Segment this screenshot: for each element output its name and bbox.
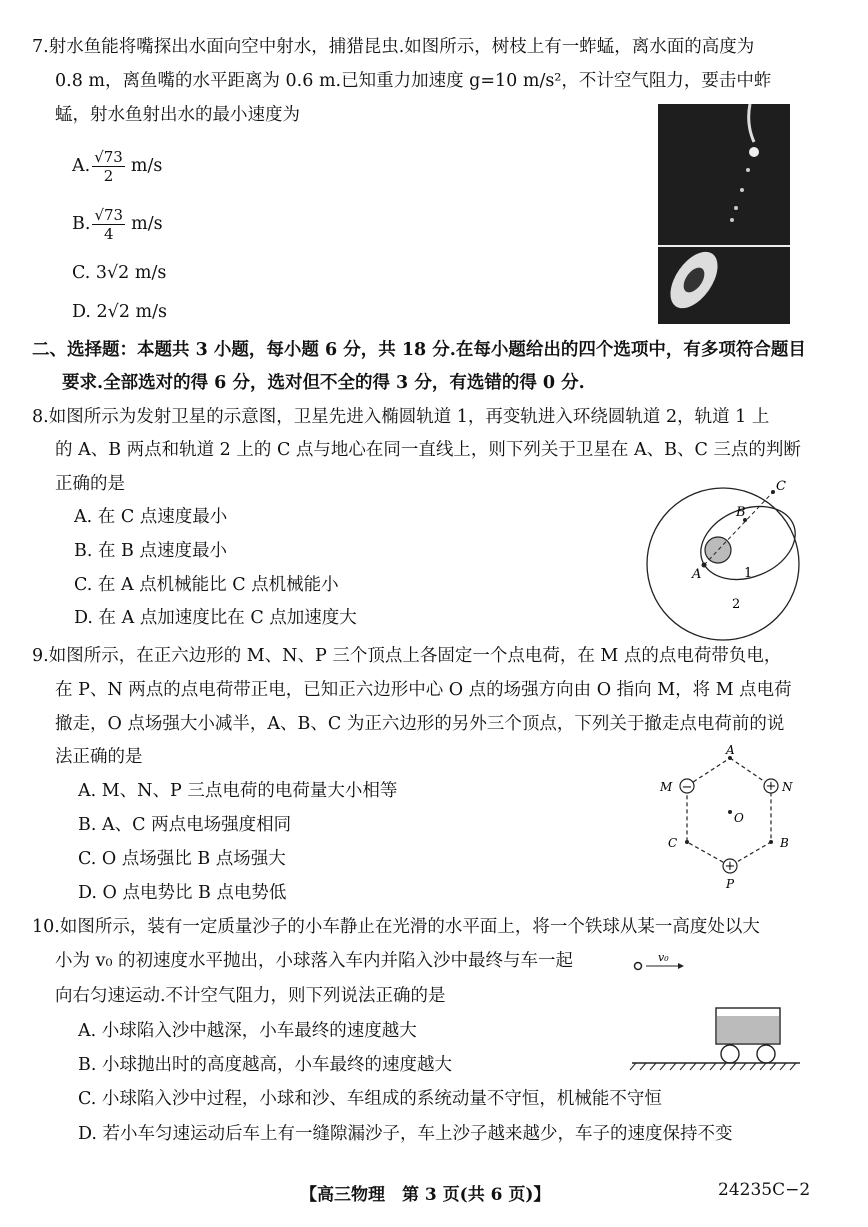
q7-option-d: D. 2√2 m/s bbox=[72, 302, 167, 322]
point-a-dot bbox=[702, 563, 707, 568]
q7-option-b-denominator: 4 bbox=[103, 225, 114, 243]
page-footer: 【高三物理 第 3 页(共 6 页)】 bbox=[300, 1185, 551, 1205]
q10-stem-line-2: 小为 v₀ 的初速度水平抛出，小球落入车内并陷入沙中最终与车一起 bbox=[55, 951, 574, 971]
q7-stem-line-1: 7.射水鱼能将嘴探出水面向空中射水，捕猎昆虫.如图所示，树枝上有一蚱蜢，离水面的高度为 bbox=[32, 37, 755, 57]
q8-stem-line-1: 8.如图所示为发射卫星的示意图，卫星先进入椭圆轨道 1，再变轨进入环绕圆轨道 2，轨道 1 上 bbox=[32, 407, 770, 427]
vertex-n-label: N bbox=[782, 780, 793, 794]
q7-option-a-denominator: 2 bbox=[103, 167, 114, 185]
q8-option-a: A. 在 C 点速度最小 bbox=[74, 507, 228, 527]
vertex-b-label: B bbox=[780, 836, 789, 850]
ground-hatching bbox=[630, 1063, 796, 1070]
q9-option-c: C. O 点场强比 B 点场强大 bbox=[78, 849, 286, 869]
q7-option-b-label: B. bbox=[72, 214, 91, 234]
hexagon-charge-diagram bbox=[650, 742, 800, 892]
cart-wheel-right bbox=[757, 1045, 775, 1063]
q7-option-b-numerator: √73 bbox=[94, 206, 124, 224]
q9-stem-line-1: 9.如图所示，在正六边形的 M、N、P 三个顶点上各固定一个点电荷，在 M 点的点电荷带负电， bbox=[32, 646, 782, 666]
q7-option-b-unit: m/s bbox=[131, 214, 163, 234]
satellite-orbit-diagram bbox=[636, 474, 811, 654]
q10-stem-line-1: 10.如图所示，装有一定质量沙子的小车静止在光滑的水平面上，将一个铁球从某一高度处以大 bbox=[32, 917, 760, 937]
q7-option-a-fraction bbox=[92, 148, 125, 185]
minus-sign: − bbox=[681, 780, 693, 795]
sand-fill bbox=[717, 1016, 779, 1043]
q9-stem-line-3: 撤走，O 点场强大小减半，A、B、C 为正六边形的另外三个顶点，下列关于撤走点电荷前的说 bbox=[55, 714, 785, 734]
q9-option-b: B. A、C 两点电场强度相同 bbox=[78, 815, 292, 835]
vertex-b-dot bbox=[769, 840, 773, 844]
point-c-label: C bbox=[776, 479, 786, 494]
vertex-a-label: A bbox=[726, 743, 735, 757]
point-a-label: A bbox=[692, 567, 702, 582]
q7-option-b-fraction bbox=[92, 206, 125, 243]
q10-option-a: A. 小球陷入沙中越深，小车最终的速度越大 bbox=[78, 1021, 417, 1041]
orbit-2-circle bbox=[647, 488, 799, 640]
orbit-1-label: 1 bbox=[744, 566, 753, 581]
q8-option-d: D. 在 A 点加速度比在 C 点加速度大 bbox=[74, 608, 357, 628]
ball-and-cart-diagram bbox=[620, 950, 802, 1080]
v0-label: v₀ bbox=[658, 951, 669, 964]
q7-stem-line-3: 蜢，射水鱼射出水的最小速度为 bbox=[55, 105, 300, 125]
point-c-dot bbox=[771, 490, 775, 494]
center-o-dot bbox=[728, 810, 732, 814]
cart-wheel-left bbox=[721, 1045, 739, 1063]
archer-fish-illustration bbox=[658, 104, 790, 324]
q9-option-d: D. O 点电势比 B 点电势低 bbox=[78, 883, 287, 903]
section-2-title-line-1: 二、选择题：本题共 3 小题，每小题 6 分，共 18 分.在每小题给出的四个选项中，有多项符合题目 bbox=[32, 340, 806, 360]
q7-option-c: C. 3√2 m/s bbox=[72, 263, 167, 283]
q10-option-d: D. 若小车匀速运动后车上有一缝隙漏沙子，车上沙子越来越少，车子的速度保持不变 bbox=[78, 1124, 733, 1144]
q7-stem-line-2: 0.8 m，离鱼嘴的水平距离为 0.6 m.已知重力加速度 g=10 m/s²，不计空气阻力，要击中蚱 bbox=[55, 71, 772, 91]
q8-option-b: B. 在 B 点速度最小 bbox=[74, 541, 227, 561]
q7-option-a bbox=[72, 148, 162, 185]
vertex-c-dot bbox=[685, 840, 689, 844]
paper-code: 24235C−2 bbox=[718, 1180, 811, 1200]
q8-stem-line-2: 的 A、B 两点和轨道 2 上的 C 点与地心在同一直线上，则下列关于卫星在 A、B、C 三点的判断 bbox=[55, 440, 801, 460]
q8-stem-line-3: 正确的是 bbox=[55, 474, 125, 494]
iron-ball bbox=[635, 963, 642, 970]
q9-option-a: A. M、N、P 三点电荷的电荷量大小相等 bbox=[78, 781, 398, 801]
orbit-2-label: 2 bbox=[732, 597, 741, 612]
q10-stem-line-3: 向右匀速运动.不计空气阻力，则下列说法正确的是 bbox=[55, 986, 446, 1006]
q9-stem-line-4: 法正确的是 bbox=[55, 747, 143, 767]
velocity-arrowhead bbox=[678, 963, 684, 969]
vertex-m-label: M bbox=[660, 780, 673, 794]
grasshopper-shape bbox=[749, 147, 759, 157]
archer-fish-photo bbox=[658, 104, 790, 324]
plus-sign-n: + bbox=[765, 779, 777, 794]
center-o-label: O bbox=[734, 811, 744, 825]
q10-option-b: B. 小球抛出时的高度越高，小车最终的速度越大 bbox=[78, 1055, 452, 1075]
point-b-label: B bbox=[736, 505, 746, 520]
vertex-p-label: P bbox=[726, 877, 735, 891]
q7-option-b bbox=[72, 206, 163, 243]
alignment-line bbox=[704, 492, 773, 565]
section-2-title-line-2: 要求.全部选对的得 6 分，选对但不全的得 3 分，有选错的得 0 分. bbox=[62, 373, 585, 393]
q9-stem-line-2: 在 P、N 两点的点电荷带正电，已知正六边形中心 O 点的场强方向由 O 指向 M，将 M 点电荷 bbox=[55, 680, 792, 700]
q8-option-c: C. 在 A 点机械能比 C 点机械能小 bbox=[74, 575, 339, 595]
q7-option-a-unit: m/s bbox=[130, 156, 163, 176]
vertex-c-label: C bbox=[668, 836, 678, 850]
q7-option-a-numerator: √73 bbox=[94, 148, 123, 166]
q7-option-a-label: A. bbox=[72, 156, 91, 176]
plus-sign-p: + bbox=[724, 859, 736, 874]
q10-option-c: C. 小球陷入沙中过程，小球和沙、车组成的系统动量不守恒，机械能不守恒 bbox=[78, 1089, 662, 1109]
